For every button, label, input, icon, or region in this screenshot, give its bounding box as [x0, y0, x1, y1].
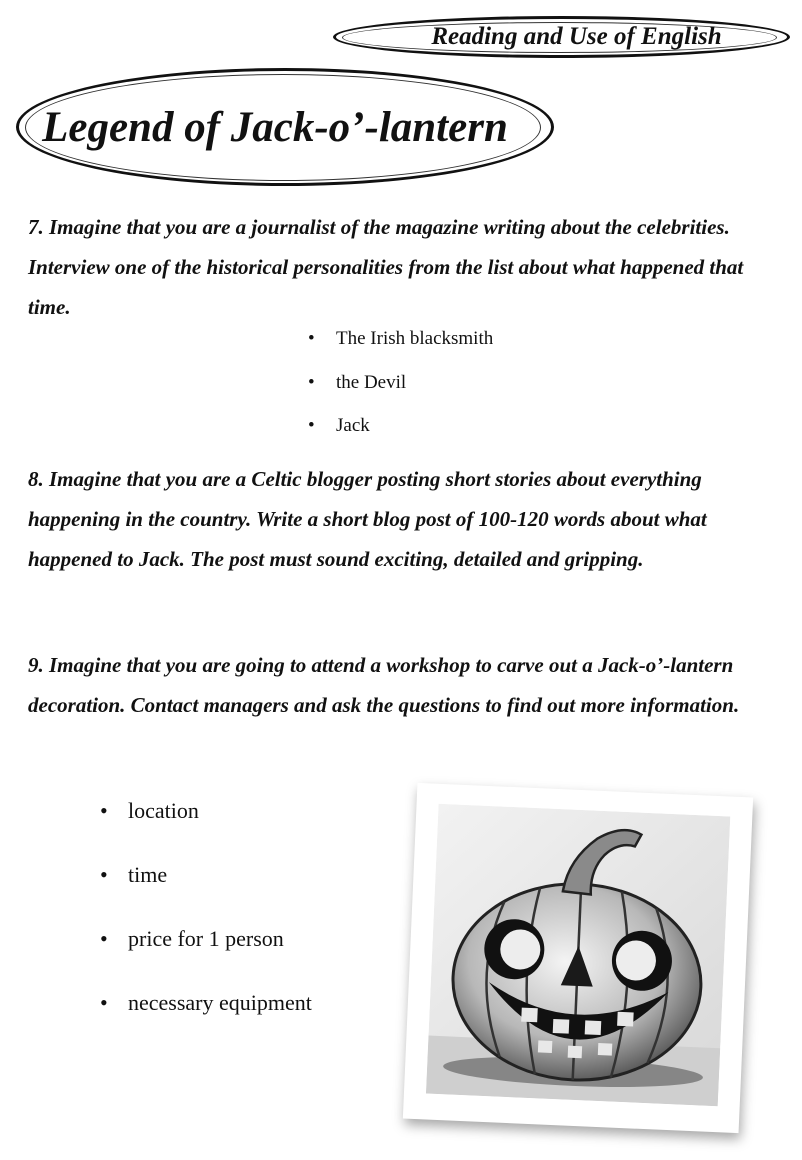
bullet: • — [100, 926, 108, 951]
task-7-list — [308, 322, 493, 453]
list-item — [308, 366, 493, 410]
task-7-instructions: 7. Imagine that you are a journalist of the magazine writing about the celebrities. Interview one of the historical personalities from the list about what happened that time. — [28, 215, 744, 319]
page-title: Legend of Jack-o’-lantern — [42, 103, 508, 151]
list-item-label: price for 1 person — [128, 926, 284, 951]
bullet: • — [100, 990, 108, 1015]
bullet: • — [308, 328, 315, 349]
list-item — [100, 794, 312, 858]
list-item — [100, 986, 312, 1050]
task-9-instructions: 9. Imagine that you are going to attend a workshop to carve out a Jack-o’-lantern decoration. Contact managers and ask the questions to find out more information. — [28, 653, 740, 717]
list-item — [100, 858, 312, 922]
list-item — [308, 409, 493, 453]
task-8-instructions: 8. Imagine that you are a Celtic blogger posting short stories about everything happening in the country. Write a short blog post of 100-120 words about what happened to Jack. The post must sound exciting, detailed and gripping. — [28, 467, 707, 571]
list-item-label: necessary equipment — [128, 990, 312, 1015]
list-item — [308, 322, 493, 366]
title-badge — [16, 68, 554, 186]
bullet: • — [308, 415, 315, 436]
list-item-label: location — [128, 798, 199, 823]
section-label: Reading and Use of English — [431, 23, 722, 50]
jack-o-lantern-illustration — [426, 804, 730, 1106]
list-item-label: the Devil — [336, 371, 407, 393]
bullet: • — [308, 371, 315, 393]
list-item-label: The Irish blacksmith — [336, 328, 494, 349]
task-9-list — [100, 794, 312, 1050]
bullet: • — [100, 798, 108, 823]
section-label-badge — [333, 16, 790, 58]
list-item-label: Jack — [336, 415, 370, 436]
list-item — [100, 922, 312, 986]
pumpkin-photo — [403, 783, 753, 1133]
list-item-label: time — [128, 862, 168, 887]
bullet: • — [100, 862, 108, 887]
